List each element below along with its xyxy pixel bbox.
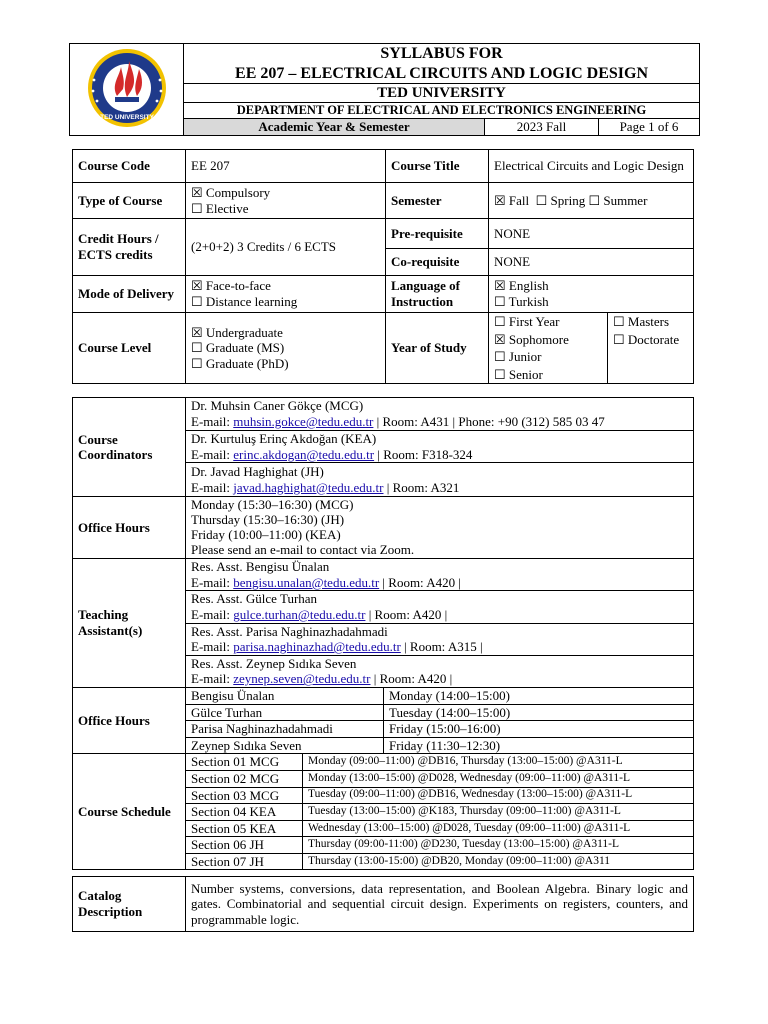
office-hours-line: Thursday (15:30–16:30) (JH) [191,511,345,527]
masters-option: ☐ Masters [613,314,670,329]
course-code-value: EE 207 [186,150,386,183]
staff-table [72,397,694,870]
course-level-options [186,313,386,384]
schedule-time: Monday (13:00–15:00) @D028, Wednesday (09:00–11:00) @A311-L [303,770,694,787]
semester-options: ☒ Fall ☐ Spring ☐ Summer [489,183,694,219]
distance-learning-option: ☐ Distance learning [191,294,298,309]
coordinator-entry: Dr. Kurtuluş Erinç Akdoğan (KEA) E-mail: erinc.akdogan@tedu.edu.tr | Room: F318-324 [186,431,694,463]
schedule-section: Section 01 MCG [186,754,303,771]
ta-office-time: Tuesday (14:00–15:00) [384,704,694,721]
course-coordinators-label: Course Coordinators [73,398,186,497]
sophomore-option: ☒ Sophomore [494,331,569,347]
schedule-section: Section 02 MCG [186,770,303,787]
ta-entry: Res. Asst. Parisa Naghinazhadahmadi E-mail: parisa.naghinazhad@tedu.edu.tr | Room: A315 | [186,623,694,655]
ta-name: Res. Asst. Zeynep Sıdıka Seven [191,655,357,671]
type-of-course-options [186,183,386,219]
corequisite-label: Co-requisite [386,249,489,276]
office-hours-list [186,497,694,559]
credit-hours-label: Credit Hours / ECTS credits [73,219,186,276]
office-hours-line: Monday (15:30–16:30) (MCG) [191,496,354,512]
course-info-table [72,149,694,384]
ta-office-name: Parisa Naghinazhadahmadi [186,721,384,738]
mode-of-delivery-options [186,276,386,313]
coordinator-name: Dr. Javad Haghighat (JH) [191,464,324,480]
teaching-assistants-label: Teaching Assistant(s) [73,559,186,688]
face-to-face-option: ☒ Face-to-face [191,278,271,294]
prerequisite-value: NONE [489,219,694,249]
elective-option: ☐ Elective [191,200,249,216]
syllabus-title: SYLLABUS FOR EE 207 – ELECTRICAL CIRCUITS AND LOGIC DESIGN [184,44,700,84]
catalog-description-label: Catalog Description [73,877,186,932]
university-name: TED UNIVERSITY [184,84,700,103]
ta-office-name: Zeynep Sıdıka Seven [186,737,384,754]
logo-cell [70,44,184,136]
ted-university-logo [81,47,173,129]
course-level-label: Course Level [73,313,186,384]
coordinator-entry: Dr. Muhsin Caner Gökçe (MCG) E-mail: muhsin.gokce@tedu.edu.tr | Room: A431 | Phone: +90 (312) 585 03 47 [186,398,694,431]
catalog-description-text: Number systems, conversions, data representation, and Boolean Algebra. Binary logic and gates. Combinatorial and sequential circuit design. Experiments on registers, counters, and programmable logic. [186,877,694,932]
ta-office-hours-label: Office Hours [73,687,186,753]
coordinator-email-link[interactable]: muhsin.gokce@tedu.edu.tr [233,414,374,429]
schedule-time: Wednesday (13:00–15:00) @D028, Tuesday (09:00–11:00) @A311-L [303,820,694,837]
graduate-year-options [608,313,694,384]
schedule-section: Section 05 KEA [186,820,303,837]
ta-email-link[interactable]: zeynep.seven@tedu.edu.tr [233,671,371,687]
coordinator-email-link[interactable]: erinc.akdogan@tedu.edu.tr [233,446,375,462]
schedule-time: Thursday (09:00-11:00) @D230, Tuesday (13:00–15:00) @A311-L [303,837,694,854]
senior-option: ☐ Senior [494,366,543,382]
catalog-table [72,876,694,932]
course-schedule-label: Course Schedule [73,754,186,870]
ta-entry: Res. Asst. Zeynep Sıdıka Seven E-mail: zeynep.seven@tedu.edu.tr | Room: A420 | [186,655,694,687]
schedule-section: Section 03 MCG [186,787,303,804]
ta-email-link[interactable]: parisa.naghinazhad@tedu.edu.tr [233,639,401,655]
course-code-label: Course Code [73,150,186,183]
coordinator-entry: Dr. Javad Haghighat (JH) E-mail: javad.haghighat@tedu.edu.tr | Room: A321 [186,463,694,497]
undergraduate-option: ☒ Undergraduate [191,324,283,340]
doctorate-option: ☐ Doctorate [613,331,680,347]
schedule-time: Monday (09:00–11:00) @DB16, Thursday (13:00–15:00) @A311-L [303,754,694,771]
schedule-time: Tuesday (13:00–15:00) @K183, Thursday (09:00–11:00) @A311-L [303,804,694,821]
compulsory-option: ☒ Compulsory [191,184,271,200]
ta-office-name: Gülce Turhan [186,704,384,721]
ta-email-link[interactable]: bengisu.unalan@tedu.edu.tr [233,574,380,590]
schedule-section: Section 07 JH [186,853,303,870]
schedule-section: Section 04 KEA [186,804,303,821]
page-number: Page 1 of 6 [599,119,700,136]
graduate-ms-option: ☐ Graduate (MS) [191,340,285,356]
ta-entry: Res. Asst. Bengisu Ünalan E-mail: bengisu.unalan@tedu.edu.tr | Room: A420 | [186,559,694,591]
coordinator-name: Dr. Muhsin Caner Gökçe (MCG) [191,398,364,414]
svg-text:TED UNIVERSITY: TED UNIVERSITY [99,113,154,121]
ta-office-time: Friday (11:30–12:30) [384,737,694,754]
schedule-time: Tuesday (09:00–11:00) @DB16, Wednesday (13:00–15:00) @A311-L [303,787,694,804]
ta-name: Res. Asst. Bengisu Ünalan [191,559,330,575]
turkish-option: ☐ Turkish [494,294,549,309]
mode-of-delivery-label: Mode of Delivery [73,276,186,313]
english-option: ☒ English [494,278,549,294]
semester-label: Semester [386,183,489,219]
office-hours-line: Please send an e-mail to contact via Zoom. [191,541,415,557]
year-of-study-options [489,313,608,384]
ta-office-name: Bengisu Ünalan [186,687,384,704]
ta-entry: Res. Asst. Gülce Turhan E-mail: gulce.turhan@tedu.edu.tr | Room: A420 | [186,591,694,623]
language-options [489,276,694,313]
office-hours-line: Friday (10:00–11:00) (KEA) [191,526,341,542]
office-hours-label: Office Hours [73,497,186,559]
ta-email-link[interactable]: gulce.turhan@tedu.edu.tr [233,606,366,622]
first-year-option: ☐ First Year [494,314,560,329]
corequisite-value: NONE [489,249,694,276]
schedule-time: Thursday (13:00-15:00) @DB20, Monday (09:00–11:00) @A311 [303,853,694,870]
department-name: DEPARTMENT OF ELECTRICAL AND ELECTRONICS ENGINEERING [184,103,700,119]
type-of-course-label: Type of Course [73,183,186,219]
academic-year-value: 2023 Fall [485,119,599,136]
academic-year-label: Academic Year & Semester [184,119,485,136]
coordinator-email-link[interactable]: javad.haghighat@tedu.edu.tr [233,479,384,495]
syllabus-header [69,43,700,136]
coordinator-name: Dr. Kurtuluş Erinç Akdoğan (KEA) [191,431,377,446]
ta-name: Res. Asst. Gülce Turhan [191,591,318,607]
credit-hours-value: (2+0+2) 3 Credits / 6 ECTS [186,219,386,276]
year-of-study-label: Year of Study [386,313,489,384]
prerequisite-label: Pre-requisite [386,219,489,249]
course-title-label: Course Title [386,150,489,183]
graduate-phd-option: ☐ Graduate (PhD) [191,355,289,371]
language-label: Language of Instruction [386,276,489,313]
ta-name: Res. Asst. Parisa Naghinazhadahmadi [191,623,388,639]
course-title-value: Electrical Circuits and Logic Design [489,150,694,183]
schedule-section: Section 06 JH [186,837,303,854]
junior-option: ☐ Junior [494,349,542,365]
ta-office-time: Friday (15:00–16:00) [384,721,694,738]
ta-office-time: Monday (14:00–15:00) [384,687,694,704]
